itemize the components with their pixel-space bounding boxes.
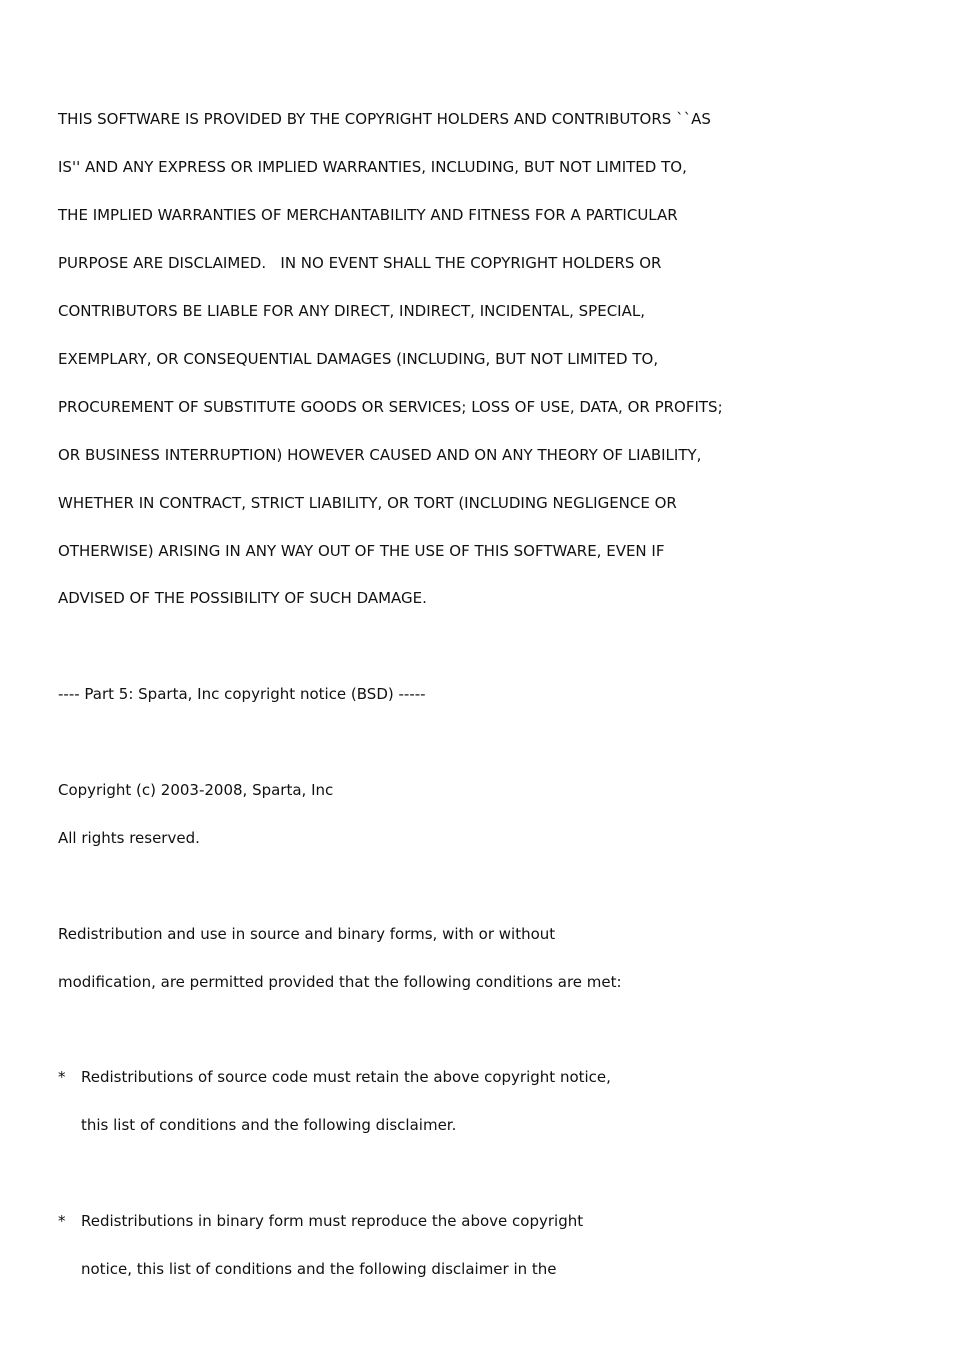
disclaimer-line-8: OR BUSINESS INTERRUPTION) HOWEVER CAUSED AND ON ANY THEORY OF LIABILITY,	[58, 446, 702, 464]
disclaimer-line-9: WHETHER IN CONTRACT, STRICT LIABILITY, OR TORT (INCLUDING NEGLIGENCE OR	[58, 494, 677, 512]
condition-2-line-2: notice, this list of conditions and the following disclaimer in the	[81, 1260, 557, 1278]
redistribution-line-2: modification, are permitted provided that the following conditions are met:	[58, 973, 622, 991]
condition-2-line-1: Redistributions in binary form must reproduce the above copyright	[81, 1212, 584, 1230]
disclaimer-line-6: EXEMPLARY, OR CONSEQUENTIAL DAMAGES (INCLUDING, BUT NOT LIMITED TO,	[58, 350, 659, 368]
bullet-marker: *	[58, 1068, 66, 1086]
disclaimer-line-4: PURPOSE ARE DISCLAIMED. IN NO EVENT SHALL THE COPYRIGHT HOLDERS OR	[58, 254, 662, 272]
redistribution-line-1: Redistribution and use in source and binary forms, with or without	[58, 925, 556, 943]
disclaimer-line-1: THIS SOFTWARE IS PROVIDED BY THE COPYRIGHT HOLDERS AND CONTRIBUTORS ``AS	[58, 110, 711, 128]
copyright-line: Copyright (c) 2003-2008, Sparta, Inc	[58, 781, 334, 799]
section-heading: ---- Part 5: Sparta, Inc copyright notice (BSD) -----	[58, 685, 426, 703]
condition-1-line-2: this list of conditions and the following disclaimer.	[81, 1116, 457, 1134]
disclaimer-line-11: ADVISED OF THE POSSIBILITY OF SUCH DAMAGE.	[58, 589, 427, 607]
condition-1-line-1: Redistributions of source code must retain the above copyright notice,	[81, 1068, 611, 1086]
disclaimer-line-3: THE IMPLIED WARRANTIES OF MERCHANTABILITY AND FITNESS FOR A PARTICULAR	[58, 206, 678, 224]
disclaimer-line-10: OTHERWISE) ARISING IN ANY WAY OUT OF THE USE OF THIS SOFTWARE, EVEN IF	[58, 542, 665, 560]
rights-line: All rights reserved.	[58, 829, 200, 847]
disclaimer-line-5: CONTRIBUTORS BE LIABLE FOR ANY DIRECT, INDIRECT, INCIDENTAL, SPECIAL,	[58, 302, 645, 320]
disclaimer-line-7: PROCUREMENT OF SUBSTITUTE GOODS OR SERVICES; LOSS OF USE, DATA, OR PROFITS;	[58, 398, 723, 416]
bullet-marker: *	[58, 1212, 66, 1230]
disclaimer-line-2: IS'' AND ANY EXPRESS OR IMPLIED WARRANTIES, INCLUDING, BUT NOT LIMITED TO,	[58, 158, 687, 176]
